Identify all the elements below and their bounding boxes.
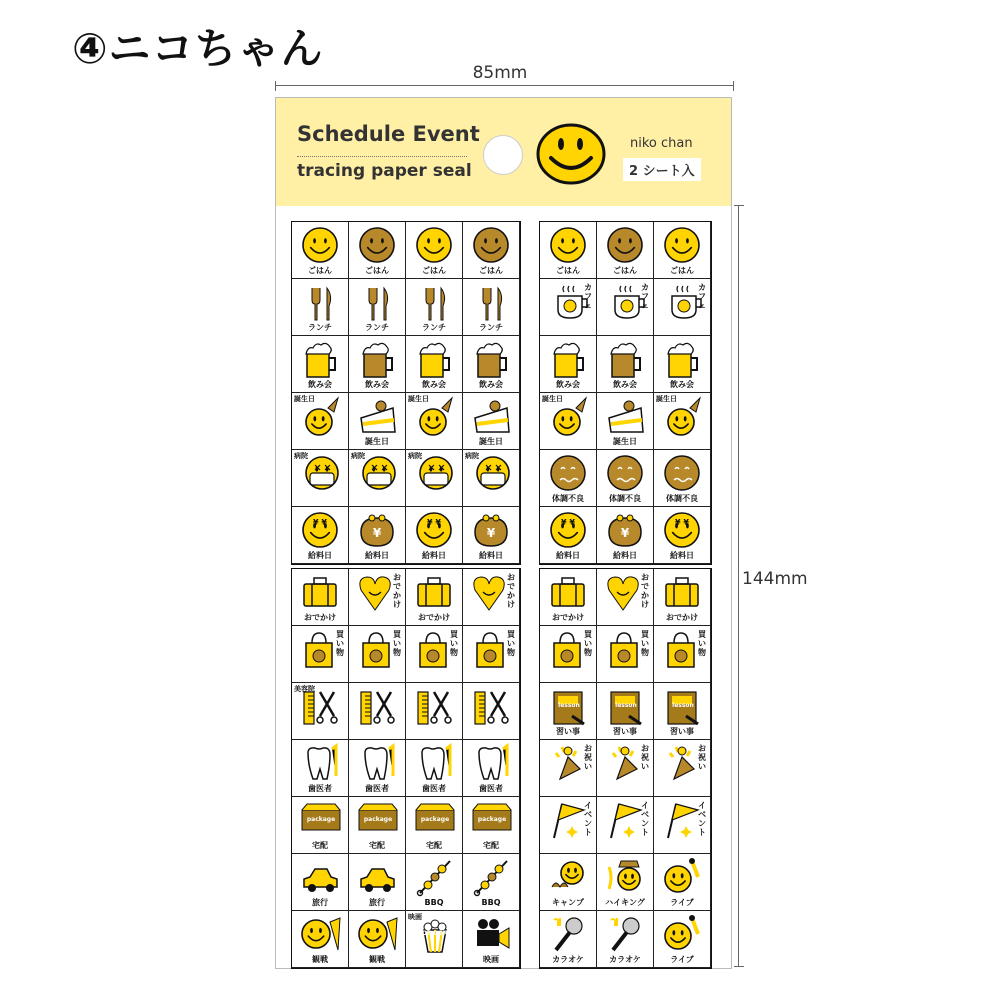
suitcase-icon <box>300 572 341 612</box>
sticker-vertical-label: おでかけ <box>641 573 649 609</box>
package-header <box>276 98 731 206</box>
cake-slice-icon <box>471 396 512 436</box>
sticker-label: 旅行 <box>312 898 328 907</box>
smiley-bronze-icon <box>357 225 398 265</box>
sticker-label: 体調不良 <box>609 494 641 503</box>
fork-knife-bronze-icon <box>300 282 341 322</box>
sticker-cell <box>654 279 711 336</box>
sticker-cell <box>349 683 406 740</box>
yen-smiley-icon <box>548 510 589 550</box>
sticker-cell <box>406 797 463 854</box>
sticker-vertical-label: イベント <box>584 801 592 837</box>
sticker-cell <box>349 740 406 797</box>
sticker-label: ごはん <box>556 266 580 275</box>
sticker-vertical-label: イベント <box>698 801 706 837</box>
svg-text:¥ ¥: ¥ ¥ <box>313 518 327 527</box>
sticker-box-text: POP CORN <box>417 930 453 937</box>
smiley-logo-icon <box>535 122 607 186</box>
sticker-cell <box>463 854 520 911</box>
sticker-panel-bottom-right <box>539 568 712 969</box>
width-dimension-label: 85mm <box>472 63 528 83</box>
sticker-cell <box>349 507 406 564</box>
microphone-icon <box>605 914 646 954</box>
sticker-cell <box>406 336 463 393</box>
product-title: Schedule Event <box>297 122 480 146</box>
title-divider <box>297 156 467 157</box>
sticker-corner-label: 病院 <box>408 452 422 460</box>
sticker-label: 給料日 <box>556 551 580 560</box>
sticker-cell <box>349 569 406 626</box>
sticker-label: 飲み会 <box>365 380 389 389</box>
sticker-label: 習い事 <box>670 727 694 736</box>
sticker-corner-label: 誕生日 <box>542 395 563 403</box>
sticker-label: ライブ <box>670 955 694 964</box>
sticker-label: ランチ <box>308 323 332 332</box>
sticker-label: 飲み会 <box>556 380 580 389</box>
sticker-label: 歯医者 <box>422 784 446 793</box>
hiking-icon <box>605 857 646 897</box>
sticker-cell <box>597 393 654 450</box>
sticker-label: 宅配 <box>426 841 442 850</box>
sticker-label: 歯医者 <box>479 784 503 793</box>
sticker-cell <box>292 740 349 797</box>
sticker-cell <box>292 393 349 450</box>
hang-hole <box>483 135 523 175</box>
sticker-vertical-label: カフェ <box>641 283 649 310</box>
svg-text:¥ ¥: ¥ ¥ <box>427 518 441 527</box>
svg-text:¥: ¥ <box>486 526 496 540</box>
sticker-box-text: lesson <box>558 702 580 709</box>
sticker-label: 誕生日 <box>613 437 637 446</box>
sticker-label: おでかけ <box>304 613 336 622</box>
sticker-cell <box>349 279 406 336</box>
sticker-cell <box>349 626 406 683</box>
sticker-cell <box>463 740 520 797</box>
sticker-cell <box>597 569 654 626</box>
fork-knife-bronze-icon <box>414 282 455 322</box>
sticker-cell <box>406 393 463 450</box>
sticker-cell <box>406 683 463 740</box>
sticker-cell <box>654 854 711 911</box>
sticker-corner-label: 病院 <box>351 452 365 460</box>
sticker-box-text: package <box>363 816 393 823</box>
sticker-cell <box>540 911 597 968</box>
sheet-count-badge: 2 シート入 <box>623 158 701 181</box>
sticker-cell <box>597 222 654 279</box>
sticker-label: 宅配 <box>312 841 328 850</box>
sticker-label: ランチ <box>479 323 503 332</box>
yen-purse-icon <box>605 510 646 550</box>
sticker-cell <box>463 507 520 564</box>
sticker-cell <box>540 393 597 450</box>
sticker-label: ハイキング <box>605 898 645 907</box>
sticker-label: 給料日 <box>670 551 694 560</box>
sticker-cell <box>463 450 520 507</box>
microphone-icon <box>548 914 589 954</box>
sticker-cell <box>654 569 711 626</box>
sticker-cell <box>349 911 406 968</box>
smiley-bronze-icon <box>605 225 646 265</box>
height-dimension-label: 144mm <box>742 569 808 589</box>
sticker-cell <box>463 683 520 740</box>
sticker-label: 給料日 <box>422 551 446 560</box>
sticker-cell <box>292 854 349 911</box>
sticker-cell <box>406 279 463 336</box>
sticker-cell <box>349 393 406 450</box>
tooth-icon <box>300 743 341 783</box>
cheer-smiley-icon <box>357 914 398 954</box>
scissors-comb-icon <box>357 686 398 726</box>
sticker-label: ごはん <box>479 266 503 275</box>
sticker-cell <box>292 683 349 740</box>
sticker-cell <box>597 279 654 336</box>
sticker-label: ごはん <box>670 266 694 275</box>
sticker-vertical-label: おでかけ <box>393 573 401 609</box>
beer-mug-yellow-icon <box>414 339 455 379</box>
sticker-label: 給料日 <box>479 551 503 560</box>
sick-face-bronze-icon <box>662 453 703 493</box>
live-smiley-icon <box>662 914 703 954</box>
smiley-yellow-icon <box>300 225 341 265</box>
sticker-vertical-label: お祝い <box>641 744 649 771</box>
sticker-cell <box>463 336 520 393</box>
sticker-cell <box>406 911 463 968</box>
sticker-cell <box>540 507 597 564</box>
sticker-label: 飲み会 <box>422 380 446 389</box>
sticker-cell <box>654 626 711 683</box>
sticker-cell <box>406 222 463 279</box>
sticker-panel-top-left <box>291 221 521 565</box>
sticker-cell <box>349 854 406 911</box>
sticker-cell <box>654 911 711 968</box>
yen-purse-icon <box>357 510 398 550</box>
sticker-cell <box>463 626 520 683</box>
sticker-cell <box>292 797 349 854</box>
sticker-cell <box>540 279 597 336</box>
sticker-cell <box>406 854 463 911</box>
sticker-cell <box>597 911 654 968</box>
sticker-cell <box>463 279 520 336</box>
sticker-panel-top-right <box>539 221 712 565</box>
sticker-cell <box>292 279 349 336</box>
sticker-vertical-label: 買い物 <box>336 630 344 657</box>
cake-slice-icon <box>357 396 398 436</box>
sticker-cell <box>540 222 597 279</box>
sticker-label: おでかけ <box>666 613 698 622</box>
beer-mug-yellow-icon <box>300 339 341 379</box>
sticker-label: 飲み会 <box>613 380 637 389</box>
sticker-corner-label: 病院 <box>294 452 308 460</box>
beer-mug-bronze-icon <box>605 339 646 379</box>
live-smiley-icon <box>662 857 703 897</box>
sticker-box-text: package <box>306 816 336 823</box>
sticker-label: 歯医者 <box>365 784 389 793</box>
sticker-cell <box>292 507 349 564</box>
sticker-corner-label: 病院 <box>465 452 479 460</box>
sticker-label: おでかけ <box>418 613 450 622</box>
sticker-label: 宅配 <box>369 841 385 850</box>
sticker-vertical-label: 買い物 <box>393 630 401 657</box>
sticker-cell <box>654 393 711 450</box>
sticker-box-text: package <box>420 816 450 823</box>
sticker-corner-label: 誕生日 <box>294 395 315 403</box>
sticker-label: 体調不良 <box>552 494 584 503</box>
sticker-corner-label: 誕生日 <box>408 395 429 403</box>
sticker-package <box>275 97 732 969</box>
sticker-vertical-label: お祝い <box>698 744 706 771</box>
sticker-label: 宅配 <box>483 841 499 850</box>
sticker-label: BBQ <box>424 898 444 907</box>
sticker-label: 観戦 <box>369 955 385 964</box>
sticker-vertical-label: 買い物 <box>641 630 649 657</box>
sticker-cell <box>292 569 349 626</box>
yen-smiley-icon <box>300 510 341 550</box>
sticker-cell <box>597 626 654 683</box>
sticker-cell <box>463 222 520 279</box>
beer-mug-bronze-icon <box>471 339 512 379</box>
sticker-label: 習い事 <box>613 727 637 736</box>
sticker-cell <box>597 507 654 564</box>
sticker-cell <box>597 336 654 393</box>
sticker-label: 給料日 <box>365 551 389 560</box>
sticker-cell <box>540 336 597 393</box>
tooth-icon <box>471 743 512 783</box>
sticker-label: 給料日 <box>308 551 332 560</box>
sticker-cell <box>292 450 349 507</box>
sticker-label: ごはん <box>308 266 332 275</box>
sticker-label: 給料日 <box>613 551 637 560</box>
sticker-cell <box>349 222 406 279</box>
car-icon <box>300 857 341 897</box>
sticker-box-text: lesson <box>672 702 694 709</box>
beer-mug-yellow-icon <box>662 339 703 379</box>
sticker-vertical-label: 買い物 <box>450 630 458 657</box>
sticker-label: 誕生日 <box>365 437 389 446</box>
sticker-label: ごはん <box>613 266 637 275</box>
sticker-label: 習い事 <box>556 727 580 736</box>
car-icon <box>357 857 398 897</box>
smiley-yellow-icon <box>414 225 455 265</box>
sticker-vertical-label: イベント <box>641 801 649 837</box>
sticker-cell <box>597 854 654 911</box>
smiley-yellow-icon <box>548 225 589 265</box>
sticker-label: 体調不良 <box>666 494 698 503</box>
sticker-cell <box>597 797 654 854</box>
movie-camera-icon <box>471 914 512 954</box>
svg-text:¥: ¥ <box>372 526 382 540</box>
suitcase-icon <box>548 572 589 612</box>
sticker-box-text: package <box>477 816 507 823</box>
sticker-label: 歯医者 <box>308 784 332 793</box>
sticker-cell <box>654 507 711 564</box>
cheer-smiley-icon <box>300 914 341 954</box>
bbq-skewer-icon <box>471 857 512 897</box>
camp-fire-icon <box>548 857 589 897</box>
fork-knife-bronze-icon <box>471 282 512 322</box>
yen-smiley-icon <box>662 510 703 550</box>
sticker-cell <box>540 569 597 626</box>
sticker-label: キャンプ <box>552 898 584 907</box>
sticker-cell <box>463 797 520 854</box>
sticker-label: 旅行 <box>369 898 385 907</box>
scissors-comb-icon <box>471 686 512 726</box>
sticker-cell <box>540 854 597 911</box>
sticker-corner-label: 誕生日 <box>656 395 677 403</box>
sticker-cell <box>292 911 349 968</box>
sick-face-bronze-icon <box>548 453 589 493</box>
product-subtitle: tracing paper seal <box>297 161 472 181</box>
bbq-skewer-icon <box>414 857 455 897</box>
sticker-label: 映画 <box>483 955 499 964</box>
sticker-box-text: lesson <box>615 702 637 709</box>
beer-mug-bronze-icon <box>357 339 398 379</box>
svg-text:¥ ¥: ¥ ¥ <box>561 518 575 527</box>
tooth-icon <box>357 743 398 783</box>
sticker-label: ライブ <box>670 898 694 907</box>
sticker-cell <box>597 450 654 507</box>
sticker-cell <box>540 797 597 854</box>
sticker-label: 飲み会 <box>670 380 694 389</box>
sticker-label: ランチ <box>365 323 389 332</box>
sticker-cell <box>406 740 463 797</box>
suitcase-icon <box>414 572 455 612</box>
sticker-cell <box>463 911 520 968</box>
sticker-label: 観戦 <box>312 955 328 964</box>
sticker-label: 飲み会 <box>308 380 332 389</box>
svg-text:¥ ¥: ¥ ¥ <box>675 518 689 527</box>
sticker-vertical-label: 買い物 <box>698 630 706 657</box>
sticker-cell <box>463 393 520 450</box>
brand-name: niko chan <box>630 136 693 151</box>
width-dimension-line <box>275 85 734 92</box>
sticker-corner-label: 映画 <box>408 913 422 921</box>
sticker-cell <box>540 450 597 507</box>
sticker-cell <box>292 626 349 683</box>
sticker-label: ごはん <box>422 266 446 275</box>
sticker-cell <box>406 450 463 507</box>
scissors-comb-icon <box>414 686 455 726</box>
tooth-icon <box>414 743 455 783</box>
svg-text:¥: ¥ <box>620 526 630 540</box>
sticker-label: カラオケ <box>609 955 641 964</box>
sticker-cell <box>654 740 711 797</box>
sticker-cell <box>406 626 463 683</box>
smiley-yellow-icon <box>662 225 703 265</box>
sticker-cell <box>654 336 711 393</box>
sick-face-bronze-icon <box>605 453 646 493</box>
sticker-panel-bottom-left <box>291 568 521 969</box>
sticker-corner-label: 美容院 <box>294 685 315 693</box>
sticker-cell <box>349 450 406 507</box>
sticker-cell <box>540 740 597 797</box>
sticker-vertical-label: 買い物 <box>507 630 515 657</box>
sticker-label: おでかけ <box>552 613 584 622</box>
sticker-label: BBQ <box>481 898 501 907</box>
sticker-cell <box>540 683 597 740</box>
sticker-label: 誕生日 <box>479 437 503 446</box>
sticker-label: ランチ <box>422 323 446 332</box>
sticker-cell <box>654 222 711 279</box>
sticker-label: 飲み会 <box>479 380 503 389</box>
sticker-cell <box>463 569 520 626</box>
sticker-vertical-label: お祝い <box>584 744 592 771</box>
page-heading: ④ニコちゃん <box>72 24 324 73</box>
sticker-cell <box>406 569 463 626</box>
sticker-label: ごはん <box>365 266 389 275</box>
sticker-vertical-label: カフェ <box>584 283 592 310</box>
sticker-vertical-label: おでかけ <box>507 573 515 609</box>
sticker-cell <box>540 626 597 683</box>
suitcase-icon <box>662 572 703 612</box>
smiley-bronze-icon <box>471 225 512 265</box>
sticker-vertical-label: 買い物 <box>584 630 592 657</box>
sticker-cell <box>654 683 711 740</box>
sticker-cell <box>654 450 711 507</box>
sticker-cell <box>597 683 654 740</box>
sticker-cell <box>349 336 406 393</box>
sticker-cell <box>654 797 711 854</box>
sticker-cell <box>292 336 349 393</box>
fork-knife-bronze-icon <box>357 282 398 322</box>
yen-smiley-icon <box>414 510 455 550</box>
sticker-label: カラオケ <box>552 955 584 964</box>
sticker-vertical-label: カフェ <box>698 283 706 310</box>
sticker-cell <box>597 740 654 797</box>
cake-slice-icon <box>605 396 646 436</box>
sticker-cell <box>349 797 406 854</box>
sticker-cell <box>406 507 463 564</box>
sticker-cell <box>292 222 349 279</box>
beer-mug-yellow-icon <box>548 339 589 379</box>
yen-purse-icon <box>471 510 512 550</box>
